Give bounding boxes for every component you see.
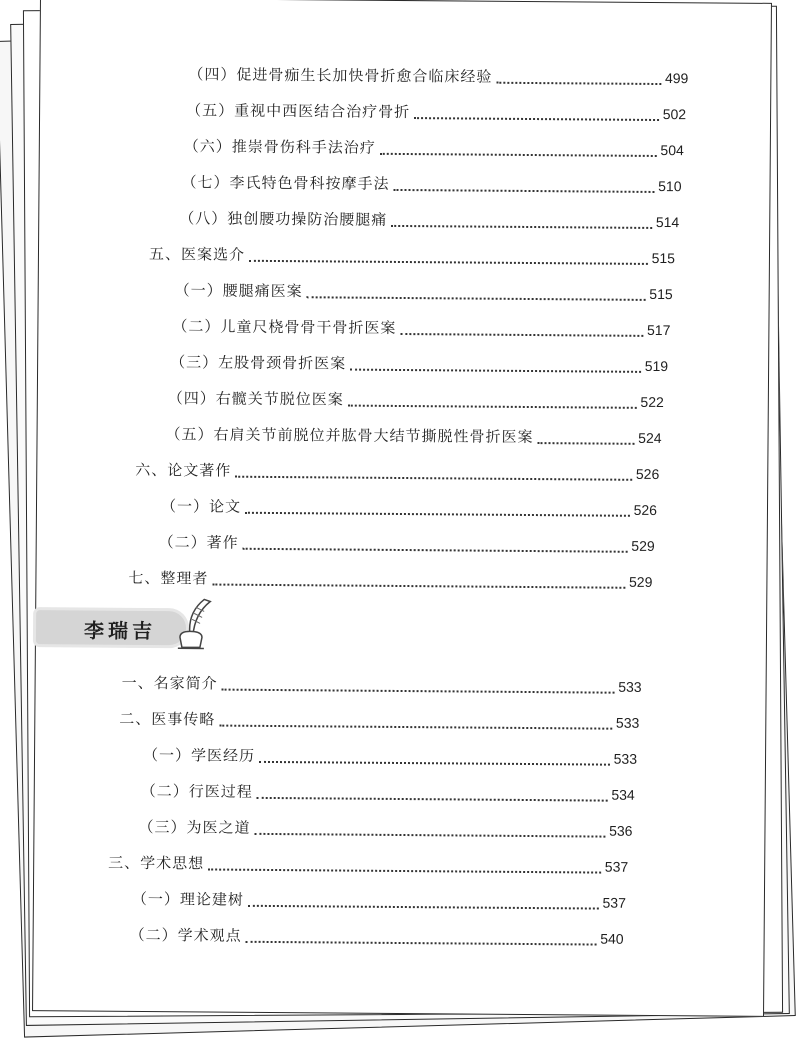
toc-leader-dots — [348, 403, 637, 409]
toc-entry-title: 一、名家简介 — [121, 673, 218, 693]
toc-leader-dots — [307, 294, 646, 301]
toc-entry-title: （二）儿童尺桡骨骨干骨折医案 — [172, 317, 397, 337]
chapter-heading — [36, 596, 276, 658]
toc-entry-page: 515 — [649, 285, 673, 303]
toc-entry-page: 533 — [615, 714, 640, 731]
toc-entry-title: （一）理论建树 — [131, 889, 244, 909]
toc-entry-title: （二）行医过程 — [140, 781, 253, 801]
toc-entry-title: （二）著作 — [158, 533, 239, 552]
toc-leader-dots — [208, 866, 601, 873]
toc-entry-title: （四）促进骨痂生长加快骨折愈合临床经验 — [188, 65, 493, 86]
toc-entry-page: 537 — [602, 894, 626, 911]
toc-entry[interactable] — [161, 497, 657, 519]
toc-entry-page: 502 — [662, 106, 687, 123]
toc-leader-dots — [259, 759, 610, 766]
toc-entry-title: （八）独创腰功操防治腰腿痛 — [179, 209, 388, 229]
toc-entry-title: （一）腰腿痛医案 — [174, 281, 303, 301]
toc-entry-page: 537 — [604, 858, 629, 875]
toc-leader-dots — [257, 795, 608, 802]
toc-entry[interactable] — [130, 926, 624, 948]
toc-entry-page: 517 — [646, 321, 671, 339]
toc-leader-dots — [391, 223, 652, 229]
toc-entry-page: 522 — [640, 393, 664, 411]
toc-entry-title: （三）左股骨颈骨折医案 — [170, 353, 347, 373]
chapter-title: 李瑞吉 — [83, 618, 157, 644]
toc-leader-dots — [350, 367, 641, 373]
toc-leader-dots — [248, 903, 599, 910]
toc-entry-title: （一）学医经历 — [142, 745, 256, 765]
toc-entry-title: 二、医事传略 — [119, 709, 216, 729]
toc-entry[interactable] — [165, 425, 661, 447]
toc-entry[interactable] — [108, 854, 628, 876]
toc-entry[interactable] — [135, 461, 659, 483]
toc-leader-dots — [254, 831, 605, 838]
toc-leader-dots — [246, 939, 597, 946]
toc-entry[interactable] — [159, 533, 655, 555]
toc-leader-dots — [380, 151, 657, 157]
toc-entry-page: 526 — [633, 501, 658, 519]
toc-entry-page: 519 — [644, 357, 669, 375]
toc-entry-page: 504 — [660, 142, 684, 159]
toc-entry-page: 536 — [609, 822, 633, 839]
toc-entry[interactable] — [172, 317, 670, 339]
toc-entry[interactable] — [186, 101, 686, 123]
toc-entry-page: 534 — [611, 786, 635, 803]
toc-leader-dots — [222, 687, 615, 694]
toc-entry-title: （五）右肩关节前脱位并肱骨大结节撕脱性骨折医案 — [165, 425, 534, 447]
toc-leader-dots — [249, 258, 648, 265]
toc-entry-page: 533 — [618, 678, 642, 695]
toc-entry-page: 529 — [631, 537, 655, 554]
toc-leader-dots — [235, 474, 632, 481]
toc-entry-title: 五、医案选介 — [148, 245, 246, 264]
toc-page — [32, 0, 772, 1017]
toc-leader-dots — [245, 510, 630, 517]
toc-entry-page: 510 — [658, 178, 682, 195]
toc-entry[interactable] — [149, 245, 675, 267]
toc-entry[interactable] — [141, 782, 635, 804]
toc-entry-page: 533 — [613, 750, 638, 767]
quill-ink-icon — [174, 597, 216, 651]
toc-entry[interactable] — [175, 281, 673, 303]
toc-entry-title: （五）重视中西医结合治疗骨折 — [186, 101, 411, 122]
toc-entry[interactable] — [181, 173, 681, 195]
toc-entry-title: （二）学术观点 — [129, 925, 242, 945]
toc-leader-dots — [496, 80, 661, 85]
toc-entry-title: （一）论文 — [160, 497, 242, 516]
toc-entry-page: 514 — [655, 213, 680, 231]
toc-entry-title: （四）右髋关节脱位医案 — [167, 389, 344, 409]
toc-entry-title: 六、论文著作 — [135, 460, 232, 480]
toc-entry-title: 七、整理者 — [128, 568, 209, 588]
toc-entry[interactable] — [170, 353, 668, 375]
toc-leader-dots — [393, 187, 654, 193]
toc-entry-title: 三、学术思想 — [108, 853, 205, 873]
toc-leader-dots — [212, 582, 625, 589]
toc-leader-dots — [243, 546, 628, 553]
toc-entry[interactable] — [143, 746, 637, 768]
toc-leader-dots — [414, 115, 659, 121]
toc-entry-title: （七）李氏特色骨科按摩手法 — [181, 173, 390, 193]
toc-entry[interactable] — [128, 569, 652, 591]
toc-entry-title: （六）推崇骨伤科手法治疗 — [183, 137, 376, 157]
toc-entry[interactable] — [122, 674, 642, 696]
toc-entry-page: 499 — [664, 70, 689, 87]
toc-entry-page: 526 — [635, 465, 660, 483]
toc-entry-page: 529 — [628, 573, 653, 590]
toc-entry[interactable] — [184, 137, 684, 159]
toc-entry[interactable] — [188, 65, 688, 87]
toc-entry-page: 515 — [651, 249, 676, 267]
toc-entry[interactable] — [138, 818, 632, 840]
toc-entry[interactable] — [119, 710, 639, 732]
toc-leader-dots — [538, 440, 635, 445]
toc-entry-page: 540 — [600, 930, 624, 947]
toc-entry-page: 524 — [638, 429, 662, 447]
toc-entry[interactable] — [132, 890, 626, 912]
toc-entry-title: （三）为医之道 — [138, 817, 251, 837]
toc-leader-dots — [400, 331, 643, 337]
toc-entry[interactable] — [179, 209, 679, 231]
toc-leader-dots — [219, 723, 612, 730]
toc-entry[interactable] — [168, 389, 664, 411]
